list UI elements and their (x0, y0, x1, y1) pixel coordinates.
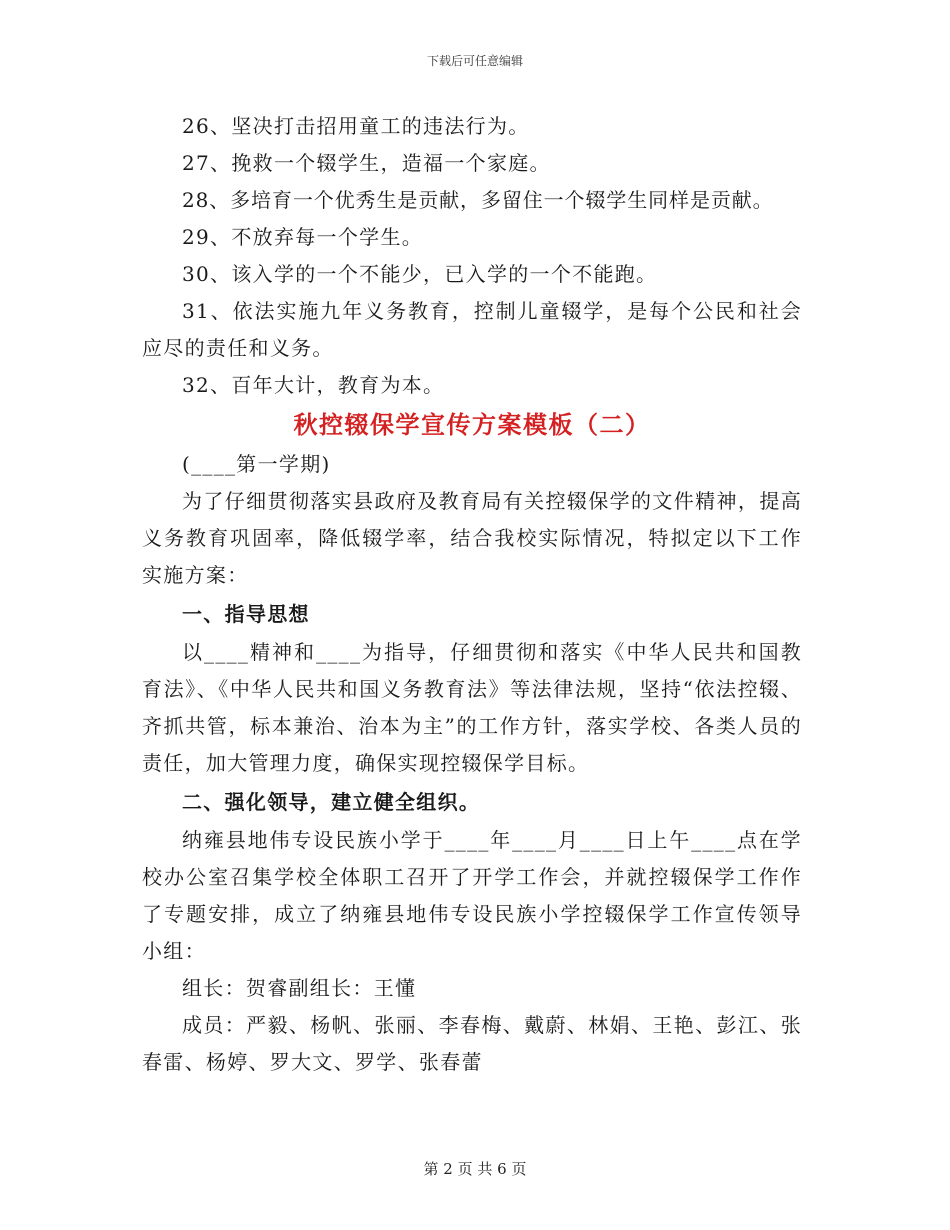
list-item: 27、挽救一个辍学生，造福一个家庭。 (182, 151, 551, 175)
document-title: 秋控辍保学宣传方案模板（二） (293, 410, 651, 439)
header-note: 下载后可任意编辑 (426, 54, 523, 68)
list-item: 30、该入学的一个不能少，已入学的一个不能跑。 (182, 262, 658, 286)
term-line: (____第一学期) (182, 452, 331, 476)
list-item: 28、多培育一个优秀生是贡献，多留住一个辍学生同样是贡献。 (182, 188, 774, 212)
leaders-line: 组长：贺睿副组长：王懂 (182, 976, 417, 1000)
document-body (142, 108, 802, 1081)
page-number: 第 2 页 共 6 页 (423, 1160, 527, 1178)
members-line: 成员：严毅、杨帆、张丽、李春梅、戴蔚、林娟、王艳、彭江、张春雷、杨婷、罗大文、罗学、张春蕾 (142, 1013, 802, 1074)
list-item: 29、不放弃每一个学生。 (182, 225, 424, 249)
intro-paragraph: 为了仔细贯彻落实县政府及教育局有关控辍保学的文件精神，提高义务教育巩固率，降低辍学率，结合我校实际情况，特拟定以下工作实施方案： (142, 489, 802, 587)
section-paragraph: 纳雍县地伟专设民族小学于____年____月____日上午____点在学校办公室召集学校全体职工召开了开学工作会，并就控辍保学工作作了专题安排，成立了纳雍县地伟专设民族小学控辍保学工作宣传领导小组： (142, 828, 802, 963)
section-heading-leadership: 二、强化领导，建立健全组织。 (182, 790, 481, 814)
list-item: 31、依法实施九年义务教育，控制儿童辍学，是每个公民和社会应尽的责任和义务。 (142, 299, 802, 360)
list-item: 26、坚决打击招用童工的违法行为。 (182, 114, 530, 138)
list-item: 32、百年大计，教育为本。 (182, 373, 445, 397)
section-heading-guiding-ideology: 一、指导思想 (182, 602, 310, 626)
section-paragraph: 以____精神和____为指导，仔细贯彻和落实《中华人民共和国教育法》、《中华人民共和国义务教育法》等法律法规，坚持“依法控辍、齐抓共管，标本兼治、治本为主”的工作方针，落实学校、各类人员的责任，加大管理力度，确保实现控辍保学目标。 (142, 640, 802, 775)
